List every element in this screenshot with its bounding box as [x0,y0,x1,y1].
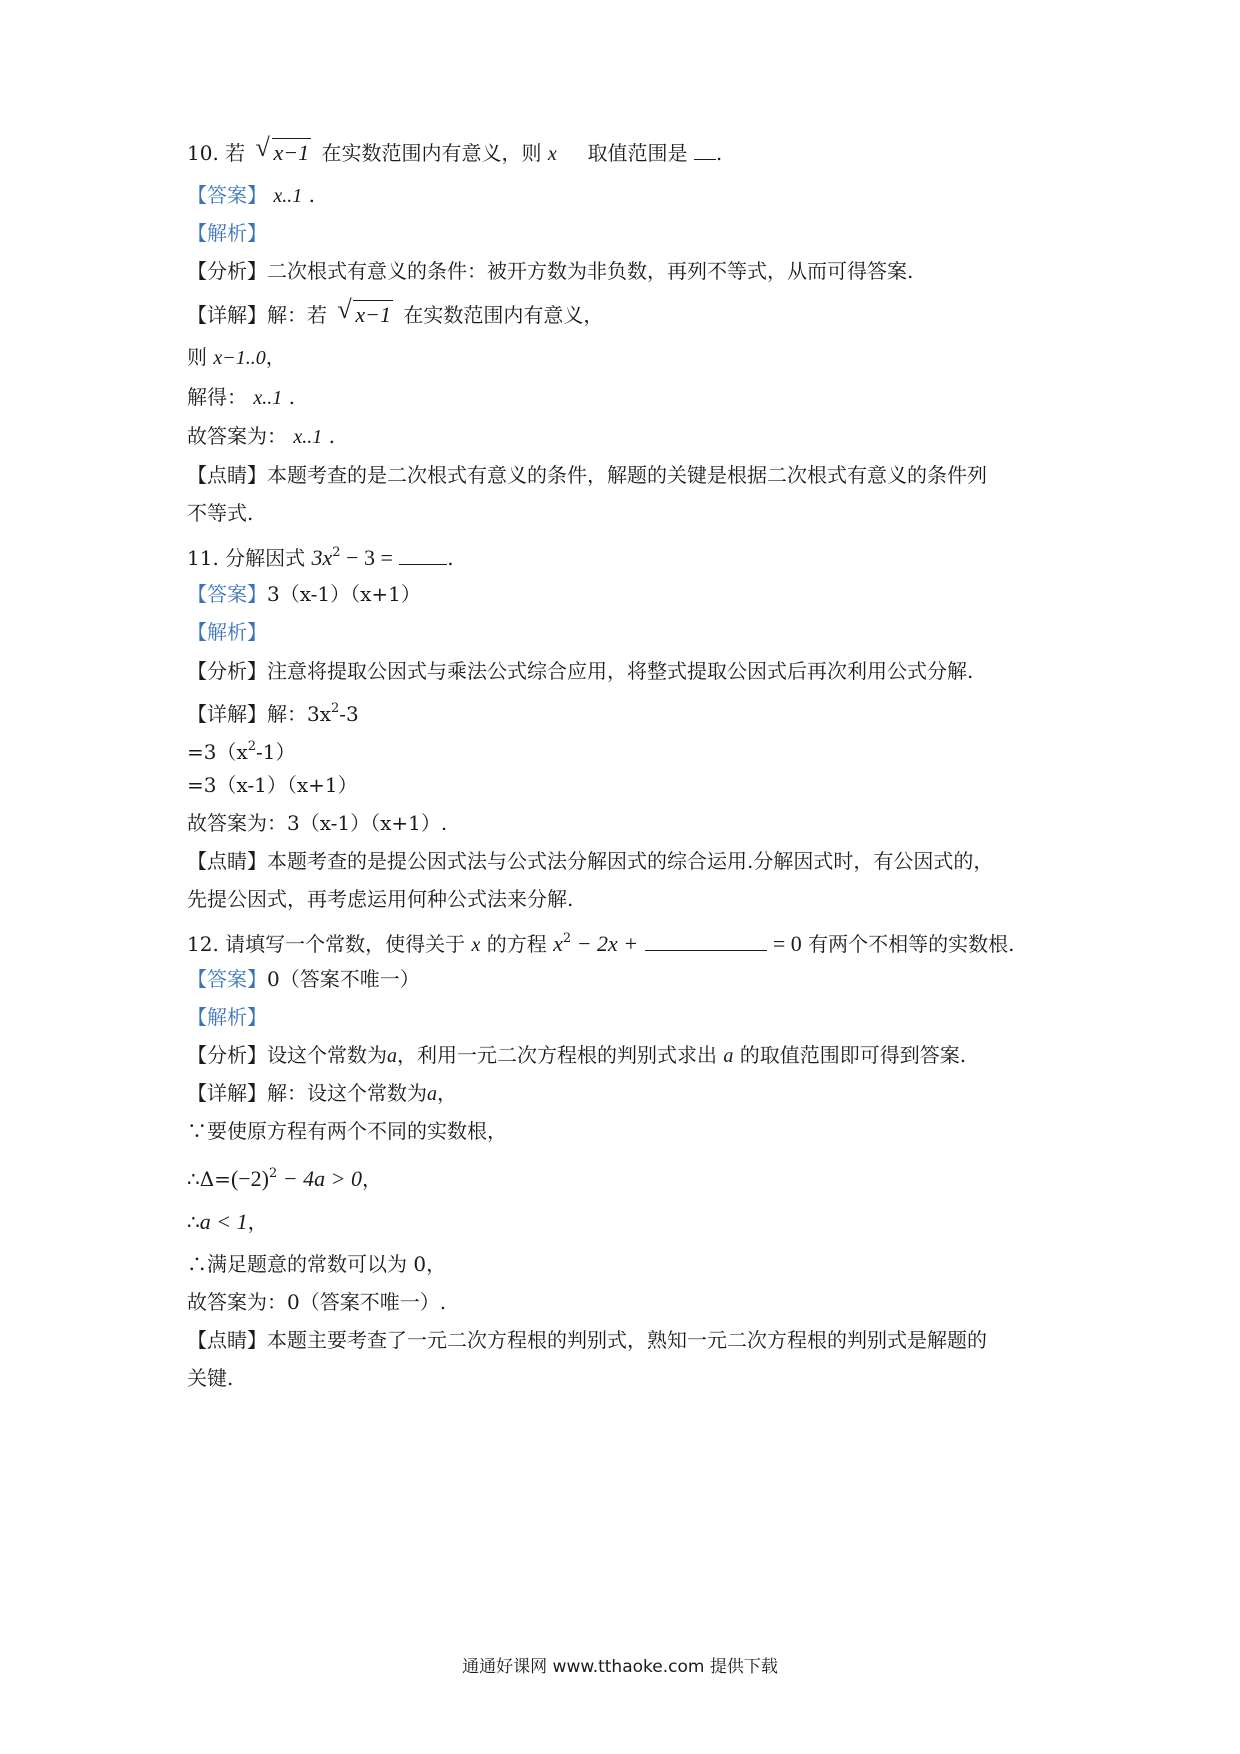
xiangjie-line: 【详解】解：若 √ x−1 在实数范围内有意义， [187,300,1090,330]
dianjing-line: 【点睛】本题考查的是二次根式有意义的条件，解题的关键是根据二次根式有意义的条件列 [187,463,987,487]
solution-step: ∴满足题意的常数可以为 0， [187,1252,447,1276]
answer-line [187,580,1090,608]
answer-blank [399,544,447,565]
solution-step: ∵要使原方程有两个不同的实数根， [187,1119,507,1143]
answer-tag: 【答案】 [187,183,267,207]
question-text: 在实数范围内有意义，则 [321,141,542,165]
solution-step: 故答案为：0（答案不唯一）. [187,1290,447,1314]
solution-step: ∴a < 1， [187,1209,268,1234]
question-12: 12. 请填写一个常数，使得关于 x 的方程 $x^2 - 2x$ + = 0 有两个不相等的实数根. [187,931,1015,956]
question-number: 10. [187,141,219,165]
fenxi-tag: 【分析】 [187,659,267,683]
solution-step: 故答案为： x..1 . [187,424,335,448]
jiexi-tag: 【解析】 [187,1005,267,1029]
dianjing-tag: 【点睛】 [187,463,267,487]
question-text: 若 [225,141,246,165]
xiangjie-tag: 【详解】 [187,303,267,327]
dianjing-line: 【点睛】本题主要考查了一元二次方程根的判别式，熟知一元二次方程根的判别式是解题的 [187,1328,987,1352]
answer-value: 0（答案不唯一） [267,967,420,991]
jiexi-line [187,1003,1090,1031]
jiexi-line [187,618,1090,646]
solution-step: $\therefore\Delta=(-2)^2 - 4a > 0$， [187,1166,382,1191]
radical-sign-icon: √ [337,295,352,324]
variable: x [547,143,557,165]
answer-line [187,965,1090,993]
solution-step: $=3(x^2-1)$ [187,739,296,764]
answer-value: x..1 [273,185,303,207]
fenxi-line: 【分析】设这个常数为a，利用一元二次方程根的判别式求出 a 的取值范围即可得到答案. [187,1043,967,1067]
dianjing-line-2: 关键. [187,1366,234,1390]
page-footer: 通通好课网 www.tthaoke.com 提供下载 [462,1657,778,1677]
question-text: 请填写一个常数，使得关于 [225,932,466,956]
xiangjie-line: 【详解】解：$3x^2-3$ [187,701,359,726]
dianjing-tag: 【点睛】 [187,849,267,873]
sqrt-expression: √ x−1 [337,295,391,327]
answer-tag: 【答案】 [187,582,267,606]
xiangjie-line: 【详解】解：设这个常数为a， [187,1081,457,1105]
dianjing-line: 【点睛】本题考查的是提公因式法与公式法分解因式的综合运用.分解因式时，有公因式的， [187,849,994,873]
question-text: 取值范围是 [587,141,688,165]
solution-step: 故答案为：3（x-1）（x+1）. [187,811,448,835]
question-number: 11. [187,546,219,570]
answer-tag: 【答案】 [187,967,267,991]
question-10: 10. 若 √ x−1 在实数范围内有意义，则 x 取值范围是 . [187,138,1090,168]
answer-blank [694,139,716,160]
fenxi-text: 二次根式有意义的条件：被开方数为非负数，再列不等式，从而可得答案. [267,259,914,283]
jiexi-tag: 【解析】 [187,221,267,245]
jiexi-line [187,219,1090,247]
answer-line: 【答案】 x..1 . [187,183,315,207]
fenxi-line: 【分析】注意将提取公因式与乘法公式综合应用，将整式提取公因式后再次利用公式分解. [187,659,974,683]
fenxi-tag: 【分析】 [187,1043,267,1067]
question-text: 分解因式 [225,546,306,570]
solution-step: =3（x-1）（x+1） [187,773,358,797]
fenxi-tag: 【分析】 [187,259,267,283]
answer-blank [645,930,767,951]
xiangjie-tag: 【详解】 [187,702,267,726]
sqrt-expression [255,133,312,168]
radicand: x−1 [273,140,310,165]
variable: x [471,934,481,956]
solution-step: 解得： x..1 . [187,385,295,409]
dianjing-line-2: 不等式. [187,501,254,525]
question-11: 11. 分解因式 $3x^2 - 3$ = . [187,545,454,570]
radical-sign-icon: √ [255,133,270,162]
solution-step: 则 x−1..0， [187,345,286,369]
jiexi-tag: 【解析】 [187,620,267,644]
fenxi-line [187,257,1090,285]
xiangjie-tag: 【详解】 [187,1081,267,1105]
dianjing-line-2: 先提公因式，再考虑运用何种公式法来分解. [187,887,574,911]
question-number: 12. [187,932,219,956]
answer-value: 3（x-1）（x+1） [267,582,421,606]
dianjing-tag: 【点睛】 [187,1328,267,1352]
